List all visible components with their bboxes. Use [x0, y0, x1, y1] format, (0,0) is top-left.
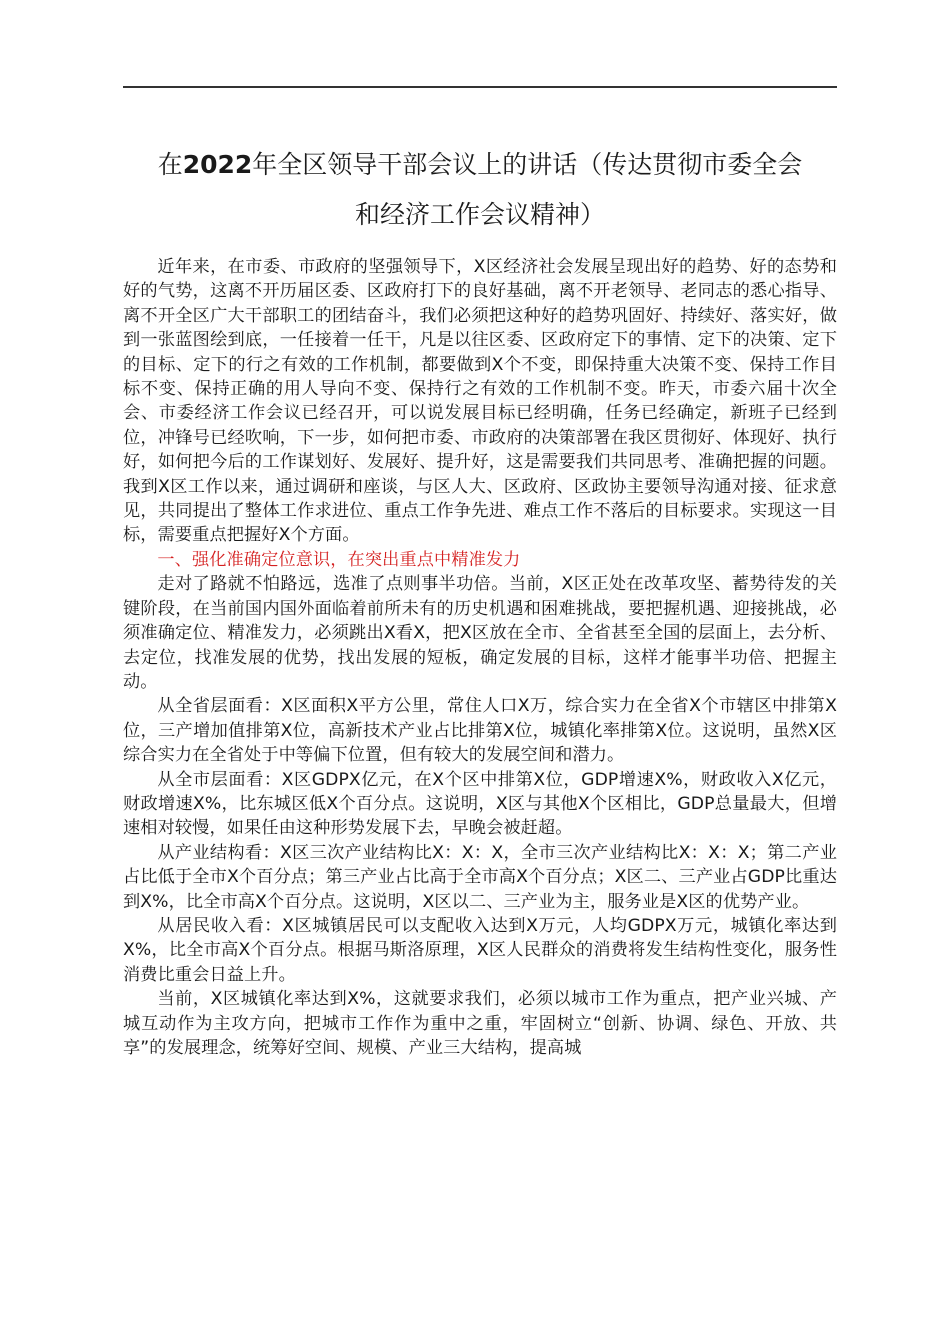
paragraph: 从全省层面看：X区面积X平方公里，常住人口X万，综合实力在全省X个市辖区中排第X位，三产增加值排第X位，高新技术产业占比排第X位，城镇化率排第X位。这说明，虽然X区综合实力在全省处于中等偏下位置，但有较大的发展空间和潜力。 [123, 696, 837, 766]
section-heading-1: 一、强化准确定位意识，在突出重点中精准发力 [157, 549, 521, 570]
header-rule [123, 86, 837, 88]
title-line1-rest: 年全区领导干部会议上的讲话（传达贯彻市委全会 [252, 150, 803, 179]
paragraph: 走对了路就不怕路远，选准了点则事半功倍。当前，X区正处在改革攻坚、蓄势待发的关键阶段，在当前国内国外面临着前所未有的历史机遇和困难挑战，要把握机遇、迎接挑战，必须准确定位、精准发力，必须跳出X看X，把X区放在全市、全省甚至全国的层面上，去分析、去定位，找准发展的优势，找出发展的短板，确定发展的目标，这样才能事半功倍、把握主动。 [123, 574, 837, 692]
document-body [123, 255, 837, 1060]
paragraph: 从全市层面看：X区GDPX亿元，在X个区中排第X位，GDP增速X%，财政收入X亿元，财政增速X%，比东城区低X个百分点。这说明，X区与其他X个区相比，GDP总量最大，但增速相对较慢，如果任由这种形势发展下去，早晚会被赶超。 [123, 769, 837, 839]
title-year: 2022 [182, 150, 253, 179]
paragraph: 当前，X区城镇化率达到X%，这就要求我们，必须以城市工作为重点，把产业兴城、产城互动作为主攻方向，把城市工作作为重中之重，牢固树立“创新、协调、绿色、开放、共享”的发展理念，统筹好空间、规模、产业三大结构，提高城 [123, 989, 837, 1058]
title-prefix: 在 [157, 150, 183, 179]
paragraph: 从居民收入看：X区城镇居民可以支配收入达到X万元，人均GDPX万元，城镇化率达到X%，比全市高X个百分点。根据马斯洛原理，X区人民群众的消费将发生结构性变化，服务性消费比重会日益上升。 [123, 915, 837, 985]
document-title [110, 140, 850, 240]
paragraph: 从产业结构看：X区三次产业结构比X：X：X，全市三次产业结构比X：X：X；第二产业占比低于全市X个百分点；第三产业占比高于全市高X个百分点；X区二、三产业占GDP比重达到X%，比全市高X个百分点。这说明，X区以二、三产业为主，服务业是X区的优势产业。 [123, 842, 837, 912]
title-line2: 和经济工作会议精神） [354, 200, 605, 229]
paragraph-intro: 近年来，在市委、市政府的坚强领导下，X区经济社会发展呈现出好的趋势、好的态势和好的气势，这离不开历届区委、区政府打下的良好基础，离不开老领导、老同志的悉心指导、离不开全区广大干部职工的团结奋斗，我们必须把这种好的趋势巩固好、持续好、落实好，做到一张蓝图绘到底，一任接着一任干，凡是以往区委、区政府定下的事情、定下的决策、定下的目标、定下的行之有效的工作机制，都要做到X个不变，即保持重大决策不变、保持工作目标不变、保持正确的用人导向不变、保持行之有效的工作机制不变。昨天，市委六届十次全会、市委经济工作会议已经召开，可以说发展目标已经明确，任务已经确定，新班子已经到位，冲锋号已经吹响，下一步，如何把市委、市政府的决策部署在我区贯彻好、体现好、执行好，如何把今后的工作谋划好、发展好、提升好，这是需要我们共同思考、准确把握的问题。我到X区工作以来，通过调研和座谈，与区人大、区政府、区政协主要领导沟通对接、征求意见，共同提出了整体工作求进位、重点工作争先进、难点工作不落后的目标要求。实现这一目标，需要重点把握好X个方面。 [123, 257, 837, 546]
